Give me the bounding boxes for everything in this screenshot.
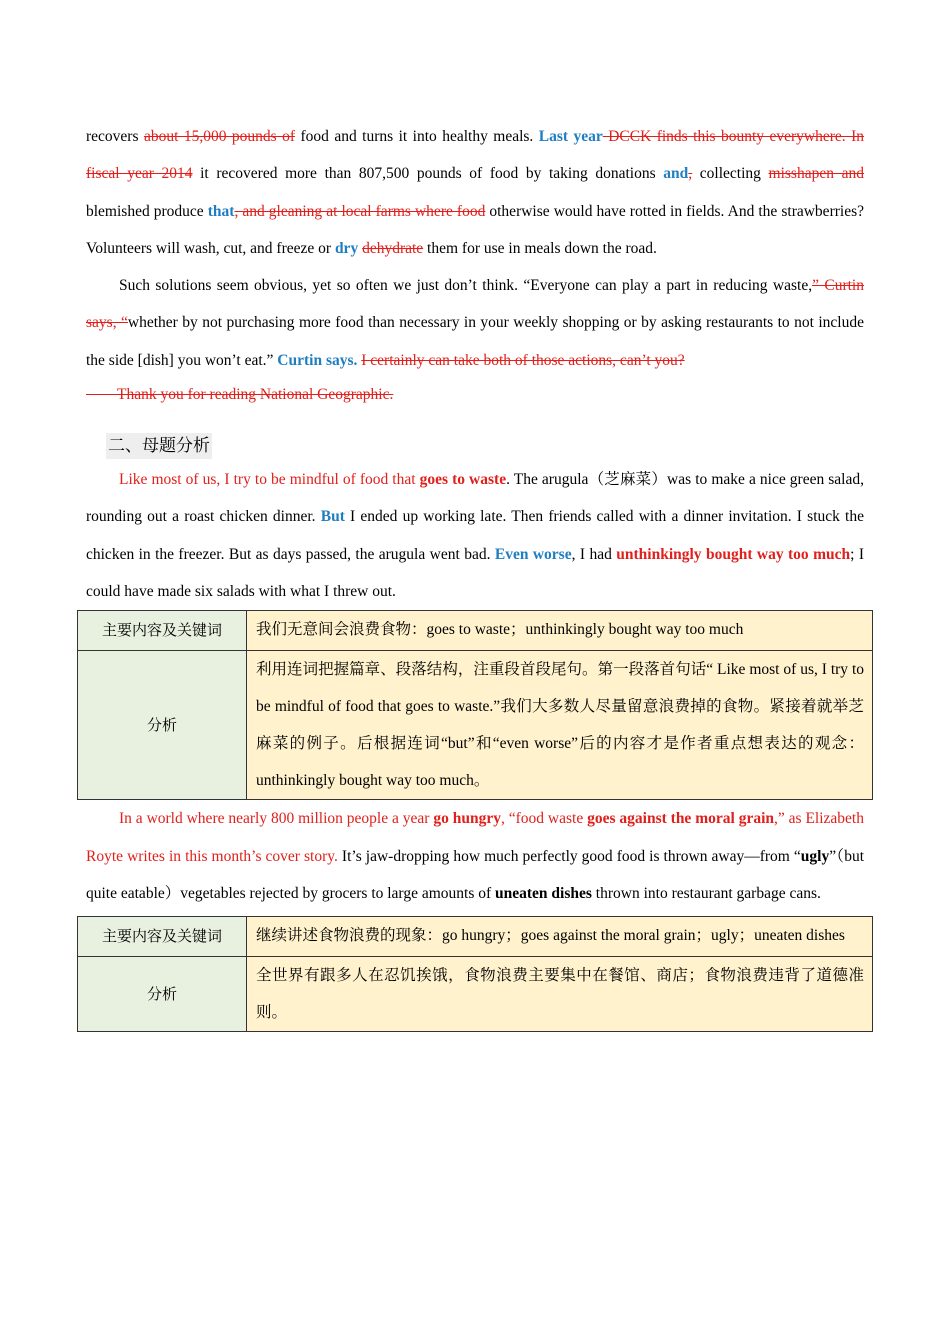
table-label: 分析 bbox=[78, 651, 247, 800]
document-page bbox=[86, 118, 864, 1032]
deleted-text: I certainly can take both of those actions, can’t you? bbox=[361, 351, 685, 369]
table-row bbox=[78, 917, 873, 957]
deleted-text: about 15,000 pounds of bbox=[143, 128, 296, 145]
table-row bbox=[78, 611, 873, 651]
table-row bbox=[78, 957, 873, 1032]
table-label: 主要内容及关键词 bbox=[78, 917, 247, 957]
deleted-text: dehydrate bbox=[362, 239, 424, 257]
table-value: 全世界有跟多人在忍饥挨饿，食物浪费主要集中在餐馆、商店；食物浪费违背了道德准则。 bbox=[247, 957, 873, 1032]
inserted-text: Curtin says. bbox=[277, 351, 358, 369]
paragraph-thanks bbox=[86, 379, 864, 411]
table-value: 继续讲述食物浪费的现象：go hungry；goes against the moral grain；ugly；uneaten dishes bbox=[247, 917, 873, 957]
table-label: 主要内容及关键词 bbox=[78, 611, 247, 651]
table-value: 我们无意间会浪费食物：goes to waste；unthinkingly bought way too much bbox=[247, 611, 873, 651]
paragraph-solutions: Such solutions seem obvious, yet so often we just don’t think. “Everyone can play a part in reducing waste,” Curtin says, “whether by not purchasing more food than necessary in your weekly shopping or by asking restaurants to not include the side [dish] you won’t eat.” Curtin says. I certainly can take both of those actions, can’t you? bbox=[86, 277, 864, 369]
deleted-text: Thank you for reading National Geographic. bbox=[117, 386, 394, 404]
section-title: 二、母题分析 bbox=[106, 433, 212, 459]
deleted-text: misshapen and bbox=[768, 165, 864, 183]
paragraph-world-hunger: In a world where nearly 800 million people a year go hungry, “food waste goes against the moral grain,” as Elizabeth Royte writes in this month’s cover story. It’s jaw-dropping how much perfectly good food is thrown away—from “ugly”（but quite eatable）vegetables rejected by grocers to large amounts of uneaten dishes thrown into restaurant garbage cans. bbox=[86, 810, 864, 902]
inserted-text: that bbox=[207, 202, 235, 220]
inserted-text: dry bbox=[334, 239, 359, 257]
inserted-text: and bbox=[663, 165, 689, 183]
deleted-text: , bbox=[688, 165, 693, 183]
deleted-text: DCCK finds this bounty everywhere. In fiscal year 2014 bbox=[86, 128, 864, 183]
deleted-text: , and gleaning at local farms where food bbox=[234, 202, 486, 220]
table-value: 利用连词把握篇章、段落结构，注重段首段尾句。第一段落首句话“ Like most of us, I try to be mindful of food that goes to waste.”我们大多数人尽量留意浪费掉的食物。紧接着就举芝麻菜的例子。后根据连词“but”和“even worse”后的内容才是作者重点想表达的观念：unthinkingly bought way too much。 bbox=[247, 651, 873, 800]
paragraph-dcck: recovers about 15,000 pounds of food and turns it into healthy meals. Last year DCCK finds this bounty everywhere. In fiscal year 2014 it recovered more than 807,500 pounds of food by taking donations and, collecting misshapen and blemished produce that, and gleaning at local farms where food otherwise would have rotted in fields. And the strawberries? Volunteers will wash, cut, and freeze or dry dehydrate them for use in meals down the road. bbox=[86, 128, 864, 257]
inserted-text: Last year bbox=[538, 128, 603, 145]
table-label: 分析 bbox=[78, 957, 247, 1032]
paragraph-arugula: Like most of us, I try to be mindful of food that goes to waste. The arugula（芝麻菜）was to make a nice green salad, rounding out a roast chicken dinner. But I ended up working late. Then friends called with a dinner invitation. I stuck the chicken in the freezer. But as days passed, the arugula went bad. Even worse, I had unthinkingly bought way too much; I could have made six salads with what I threw out. bbox=[86, 471, 864, 600]
analysis-table-1 bbox=[77, 610, 873, 800]
table-row bbox=[78, 651, 873, 800]
analysis-table-2 bbox=[77, 916, 873, 1032]
deleted-text: ” Curtin says, “ bbox=[86, 277, 864, 332]
